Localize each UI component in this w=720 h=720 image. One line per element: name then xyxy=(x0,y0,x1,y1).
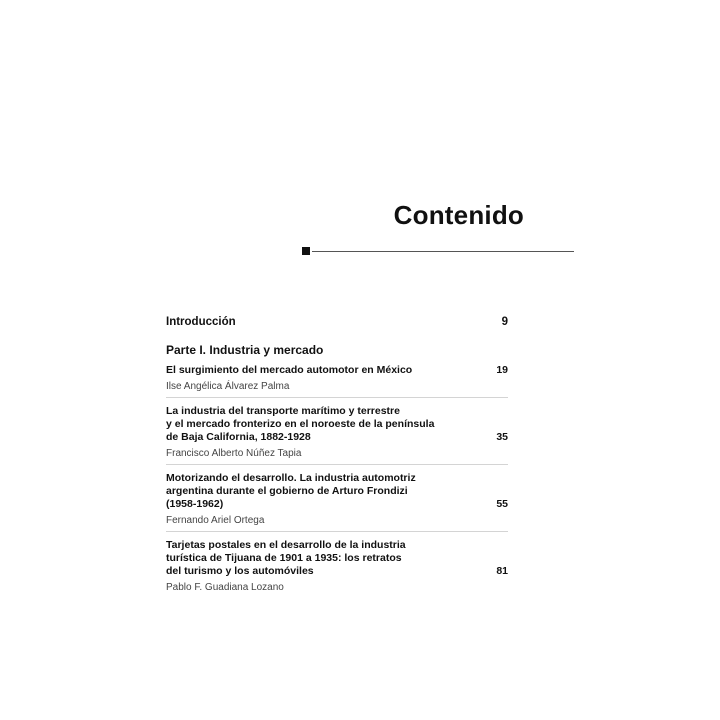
toc-entry-title: Introducción xyxy=(166,316,236,328)
divider-square-marker xyxy=(302,247,310,255)
toc-entry-author: Pablo F. Guadiana Lozano xyxy=(166,582,284,593)
toc-entry xyxy=(166,405,508,465)
toc-entry xyxy=(166,472,508,532)
toc-page-number: 9 xyxy=(501,316,508,328)
toc-entry xyxy=(166,539,508,598)
toc-entries xyxy=(166,364,508,598)
divider-line xyxy=(312,251,574,252)
toc-page-number: 55 xyxy=(496,498,508,510)
section-heading: Parte I. Industria y mercado xyxy=(166,343,324,357)
toc-entry-title: El surgimiento del mercado automotor en México xyxy=(166,364,413,376)
table-of-contents xyxy=(166,316,508,598)
toc-entry-introduction xyxy=(166,316,508,329)
toc-page-number: 35 xyxy=(496,431,508,443)
toc-entry-title: La industria del transporte marítimo y terrestre y el mercado fronterizo en el noroeste de la península de Baja California, 1882-1928 xyxy=(166,405,435,443)
toc-entry-title: Tarjetas postales en el desarrollo de la industria turística de Tijuana de 1901 a 1935: los retratos del turismo y los automóviles xyxy=(166,539,406,577)
toc-entry-author: Ilse Angélica Álvarez Palma xyxy=(166,381,290,392)
toc-entry-author: Fernando Ariel Ortega xyxy=(166,515,265,526)
toc-page-number: 81 xyxy=(496,565,508,577)
toc-entry xyxy=(166,364,508,398)
toc-page-number: 19 xyxy=(496,364,508,376)
toc-entry-title: Motorizando el desarrollo. La industria automotriz argentina durante el gobierno de Arturo Frondizi (1958-1962) xyxy=(166,472,416,510)
title-divider xyxy=(302,246,574,256)
page-title: Contenido xyxy=(393,200,524,230)
toc-entry-author: Francisco Alberto Núñez Tapia xyxy=(166,448,302,459)
